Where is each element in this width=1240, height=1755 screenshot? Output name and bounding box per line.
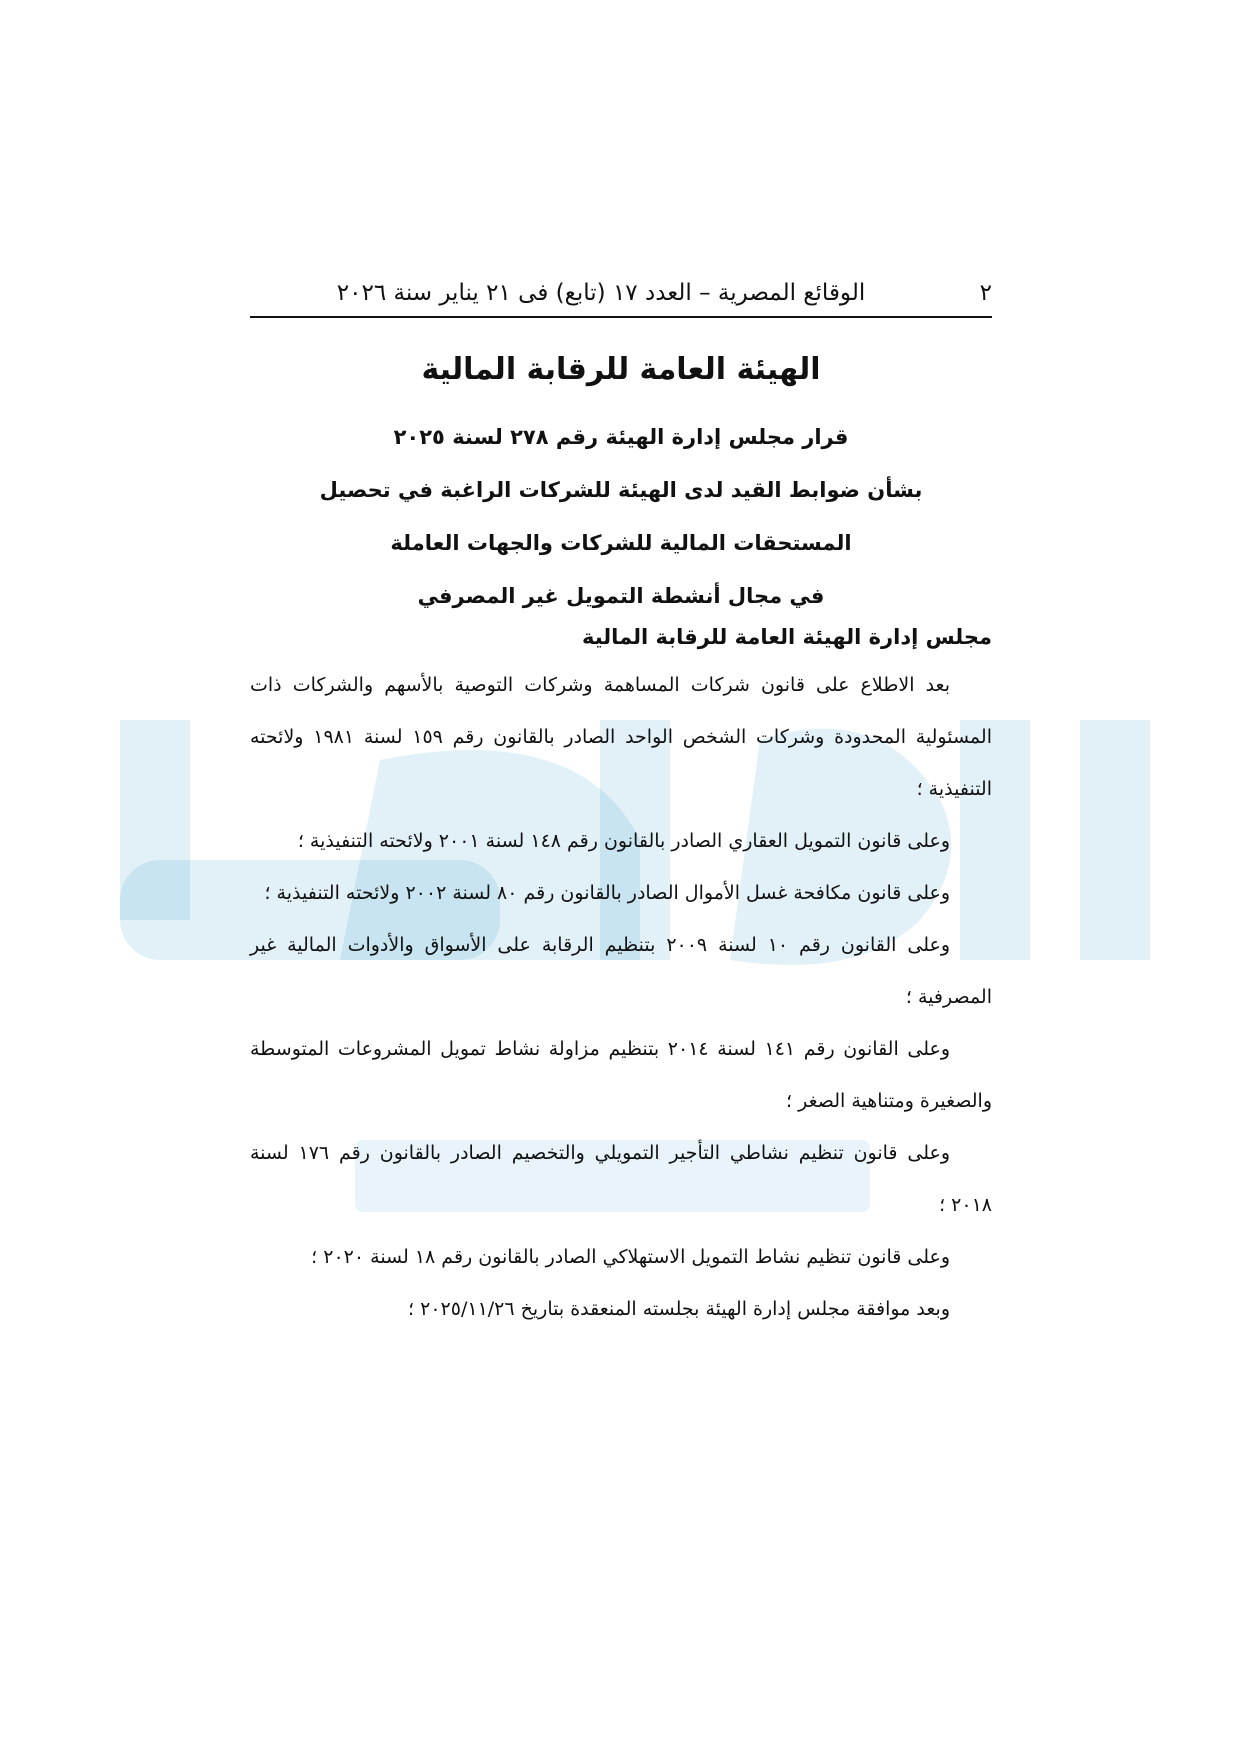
page-header — [250, 280, 992, 318]
decision-subject-line-2: المستحقات المالية للشركات والجهات العاملة — [390, 531, 852, 555]
council-heading: مجلس إدارة الهيئة العامة للرقابة المالية — [581, 625, 992, 649]
preamble-paragraph-6: وعلى قانون تنظيم نشاطي التأجير التمويلي والتخصيم الصادر بالقانون رقم ١٧٦ لسنة ٢٠١٨ ؛ — [250, 1142, 992, 1216]
preamble-paragraph-4: وعلى القانون رقم ١٠ لسنة ٢٠٠٩ بتنظيم الرقابة على الأسواق والأدوات المالية غير المصرفية ؛ — [250, 934, 992, 1008]
decision-subject-line-1: بشأن ضوابط القيد لدى الهيئة للشركات الراغبة في تحصيل — [319, 478, 923, 502]
preamble-paragraph-8: وبعد موافقة مجلس إدارة الهيئة بجلسته المنعقدة بتاريخ ٢٠٢٥/١١/٢٦ ؛ — [408, 1298, 950, 1320]
issue-line: الوقائع المصرية – العدد ١٧ (تابع) فى ٢١ يناير سنة ٢٠٢٦ — [336, 280, 866, 306]
gazette-page — [250, 280, 992, 1335]
decision-subject-line-3: في مجال أنشطة التمويل غير المصرفي — [417, 584, 825, 608]
authority-title: الهيئة العامة للرقابة المالية — [421, 352, 821, 387]
decision-title: قرار مجلس إدارة الهيئة رقم ٢٧٨ لسنة ٢٠٢٥ — [393, 425, 849, 449]
preamble-paragraph-7: وعلى قانون تنظيم نشاط التمويل الاستهلاكي الصادر بالقانون رقم ١٨ لسنة ٢٠٢٠ ؛ — [311, 1246, 950, 1268]
preamble-paragraph-5: وعلى القانون رقم ١٤١ لسنة ٢٠١٤ بتنظيم مزاولة نشاط تمويل المشروعات المتوسطة والصغيرة ومتناهية الصغر ؛ — [250, 1038, 992, 1112]
preamble-paragraph-1: بعد الاطلاع على قانون شركات المساهمة وشركات التوصية بالأسهم والشركات ذات المسئولية المحدودة وشركات الشخص الواحد الصادر بالقانون رقم ١٥٩ لسنة ١٩٨١ ولائحته التنفيذية ؛ — [250, 674, 992, 800]
page-number: ٢ — [979, 280, 992, 306]
preamble-paragraph-3: وعلى قانون مكافحة غسل الأموال الصادر بالقانون رقم ٨٠ لسنة ٢٠٠٢ ولائحته التنفيذية ؛ — [264, 882, 950, 904]
preamble-paragraph-2: وعلى قانون التمويل العقاري الصادر بالقانون رقم ١٤٨ لسنة ٢٠٠١ ولائحته التنفيذية ؛ — [297, 830, 950, 852]
